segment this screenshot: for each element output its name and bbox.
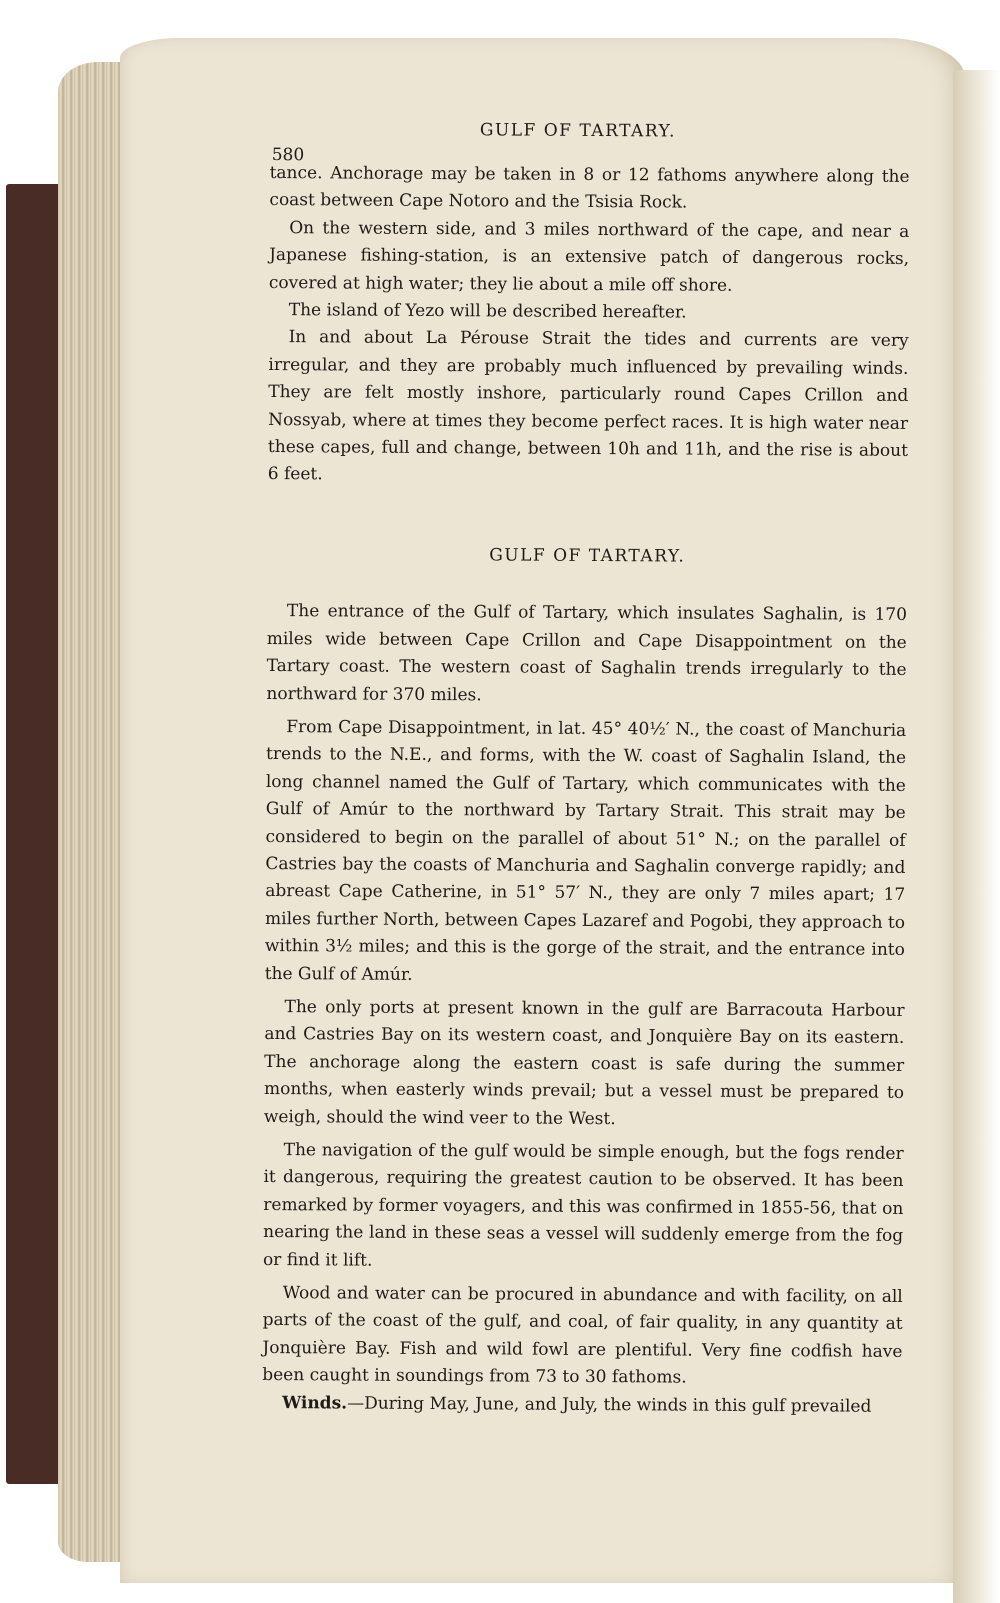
section-title: GULF OF TARTARY.: [489, 545, 686, 567]
paragraph-continued: tance. Anchorage may be taken in 8 or 12 fathoms anywhere along the coast between Cape Notoro and the Tsisia Rock.: [269, 162, 910, 213]
paragraph-entrance: The entrance of the Gulf of Tartary, which insulates Saghalin, is 170 miles wide between Cape Crillon and Cape Disappointment on the Tartary coast. The western coast of Saghalin trends irregularly to the northward for 370 miles.: [266, 601, 907, 705]
book-cover: [6, 184, 66, 1484]
paragraph-yezo: The island of Yezo will be described hereafter.: [288, 300, 687, 323]
facing-page-edge: [953, 70, 1000, 1603]
winds-label: Winds.: [282, 1392, 348, 1414]
paragraph-ports: The only ports at present known in the gulf are Barracouta Harbour and Castries Bay on its western coast, and Jonquière Bay on its eastern. The anchorage along the eastern coast is safe during the summer months, when easterly winds prevail; but a vessel must be prepared to weigh, should the wind veer to the West.: [263, 997, 905, 1129]
paragraph-cape-disappointment: From Cape Disappointment, in lat. 45° 40½′ N., the coast of Manchuria trends to the N.E., and forms, with the W. coast of Saghalin Island, the long channel named the Gulf of Tartary, which communicates with the Gulf of Amúr to the northward by Tartary Strait. This strait may be considered to begin on the parallel of about 51° N.; on the parallel of Castries bay the coasts of Manchuria and Saghalin converge rapidly; and abreast Cape Catherine, in 51° 57′ N., they are only 7 miles apart; 17 miles further North, between Capes Lazaref and Pogobi, they approach to within 3½ miles; and this is the gorge of the strait, and the entrance into the Gulf of Amúr.: [264, 717, 907, 985]
winds-text: —During May, June, and July, the winds in this gulf prevailed: [347, 1393, 872, 1417]
paragraph-western-side: On the western side, and 3 miles northward of the cape, and near a Japanese fishing-station, is an extensive patch of dangerous rocks, covered at high water; they lie about a mile off shore.: [268, 217, 910, 296]
paragraph-navigation: The navigation of the gulf would be simple enough, but the fogs render it dangerous, requiring the greatest caution to be observed. It has been remarked by former voyagers, and this was confirmed in 1855-56, that on nearing the land in these seas a vessel will suddenly emerge from the fog or find it lift.: [262, 1140, 904, 1271]
paragraph-tides: In and about La Pérouse Strait the tides and currents are very irregular, and they are probably much influenced by prevailing winds. They are felt mostly inshore, particularly round Capes Crillon and Nossyab, where at times they become perfect races. It is high water near these capes, full and change, between 10h and 11h, and the rise is about 6 feet.: [267, 327, 909, 485]
page-number: 580: [271, 145, 305, 166]
running-head: GULF OF TARTARY.: [479, 120, 677, 142]
page-text: [262, 110, 910, 1421]
page-header: [270, 110, 910, 164]
paragraph-wood-water: Wood and water can be procured in abundance and with facility, on all parts of the coast of the gulf, and coal, of fair quality, in any quantity at Jonquière Bay. Fish and wild fowl are plentiful. Very fine codfish have been caught in soundings from 73 to 30 fathoms.: [262, 1283, 903, 1388]
paragraph-winds: [262, 1390, 902, 1421]
